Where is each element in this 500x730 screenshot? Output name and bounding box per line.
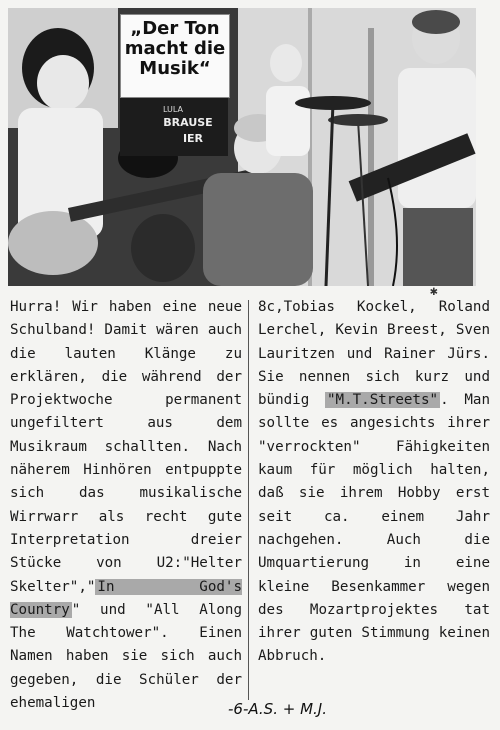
poster-line-1: „Der Ton bbox=[130, 18, 220, 39]
highlighted-song-title: In God's Country bbox=[10, 578, 242, 618]
sign-line-3: IER bbox=[182, 132, 204, 145]
poster-line-3: Musik“ bbox=[139, 58, 211, 79]
left-text-1: Hurra! Wir haben eine neue Schulband! Damit wären auch die lauten Klänge zu erklären, die während der Projektwoche permanent ungefiltert aus dem Musikraum schallten. Nach näherem Hinhören entpuppte sich das musikalische Wirrwarr als recht gute Interpretation dreier Stücke von U2:"Helter Skelter"," bbox=[10, 299, 242, 595]
article-paragraph-right bbox=[258, 296, 490, 669]
article-column-left bbox=[10, 296, 242, 715]
right-text-2: . Man sollte es angesichts ihrer "verrockten" Fähigkeiten kaum für möglich halten, daß sie ihrem Hobby erst seit ca. einem Jahr nachgehen. Auch die Umquartierung in eine kleine Besenkammer wegen des Mozartprojektes tat ihrer guten Stimmung keinen Abbruch. bbox=[258, 392, 490, 665]
ink-mark: ✱ bbox=[430, 284, 438, 299]
highlighted-band-name: "M.T.Streets" bbox=[327, 392, 439, 409]
band-photo bbox=[8, 8, 476, 286]
band-photo-illustration bbox=[8, 8, 476, 286]
poster-line-2: macht die bbox=[124, 38, 226, 59]
music-poster bbox=[120, 14, 230, 98]
sign-line-2: BRAUSE bbox=[163, 116, 213, 129]
left-text-2: " und "All Along The Watchtower". Einen Namen haben sie sich auch gegeben, die Schüler der ehemaligen bbox=[10, 601, 242, 712]
article-column-right bbox=[258, 296, 490, 669]
page-signature: -6-A.S. + M.J. bbox=[228, 700, 327, 718]
right-text-1: 8c,Tobias Kockel, Roland Lerchel, Kevin Breest, Sven Lauritzen und Rainer Jürs. Sie nennen sich kurz und bündig bbox=[258, 299, 490, 409]
article-paragraph-left bbox=[10, 296, 242, 715]
sign-line-1: LULA bbox=[162, 105, 184, 114]
column-divider bbox=[248, 300, 249, 700]
